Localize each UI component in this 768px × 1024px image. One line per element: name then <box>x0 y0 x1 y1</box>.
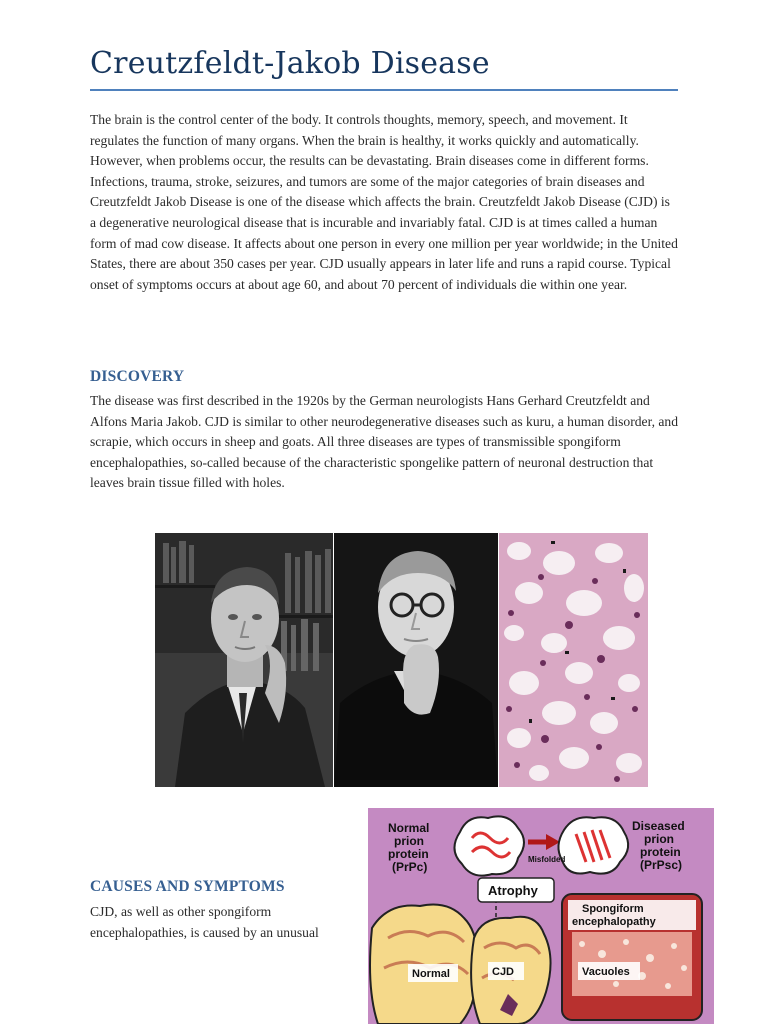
vacuoles-label: Vacuoles <box>582 966 630 978</box>
causes-paragraph: CJD, as well as other spongiform encephalopathies, is caused by an unusual <box>90 904 319 940</box>
discovery-paragraph: The disease was first described in the 1920s by the German neurologists Hans Gerhard Creutzfeldt and Alfons Maria Jakob. CJD is similar to other neurodegenerative diseases such as kuru, a human disorder, and scrapie, which occurs in sheep and goats. All three diseases are types of transmissible spongiform encephalopathies, so-called because of the characteristic spongelike pattern of neuronal destruction that leaves brain tissue filled with holes. <box>90 393 678 491</box>
spongiform-label: Spongiform encephalopathy <box>572 903 656 928</box>
normal-prion-label: Normal prion protein (PrPc) <box>388 821 430 874</box>
spongiform-tissue-micrograph <box>499 533 648 787</box>
intro-paragraph: The brain is the control center of the body. It controls thoughts, memory, speech, and movement. It regulates the function of many organs. When the brain is healthy, it works quickly and automatically. However, when problems occur, the results can be devastating. Brain diseases come in different forms. Infections, trauma, stroke, seizures, and tumors are some of the major categories of brain diseases and Creutzfeldt Jakob Disease is one of the disease which affects the brain. Creutzfeldt Jakob Disease (CJD) is a degenerative neurological disease that is incurable and invariably fatal. CJD is at times called a human form of mad cow disease. It affects about one person in every one million per year worldwide; in the United States, there are about 350 cases per year. CJD usually appears in later life and runs a rapid course. Typical onset of symptoms occurs at about age 60, and about 70 percent of individuals die within one year. <box>90 112 678 292</box>
discovery-heading: DISCOVERY <box>90 368 185 385</box>
diseased-prion-label: Diseased prion protein (PrPsc) <box>632 819 685 872</box>
misfolded-label: Misfolded <box>528 855 566 864</box>
prion-diagram <box>368 808 714 1024</box>
atrophy-label: Atrophy <box>488 883 538 898</box>
jakob-portrait <box>334 533 498 787</box>
page-title: Creutzfeldt-Jakob Disease <box>90 46 490 81</box>
creutzfeldt-portrait <box>155 533 333 787</box>
normal-brain-label: Normal <box>412 968 450 980</box>
title-underline <box>90 89 678 91</box>
cjd-brain-label: CJD <box>492 966 515 978</box>
causes-heading: CAUSES AND SYMPTOMS <box>90 878 285 895</box>
